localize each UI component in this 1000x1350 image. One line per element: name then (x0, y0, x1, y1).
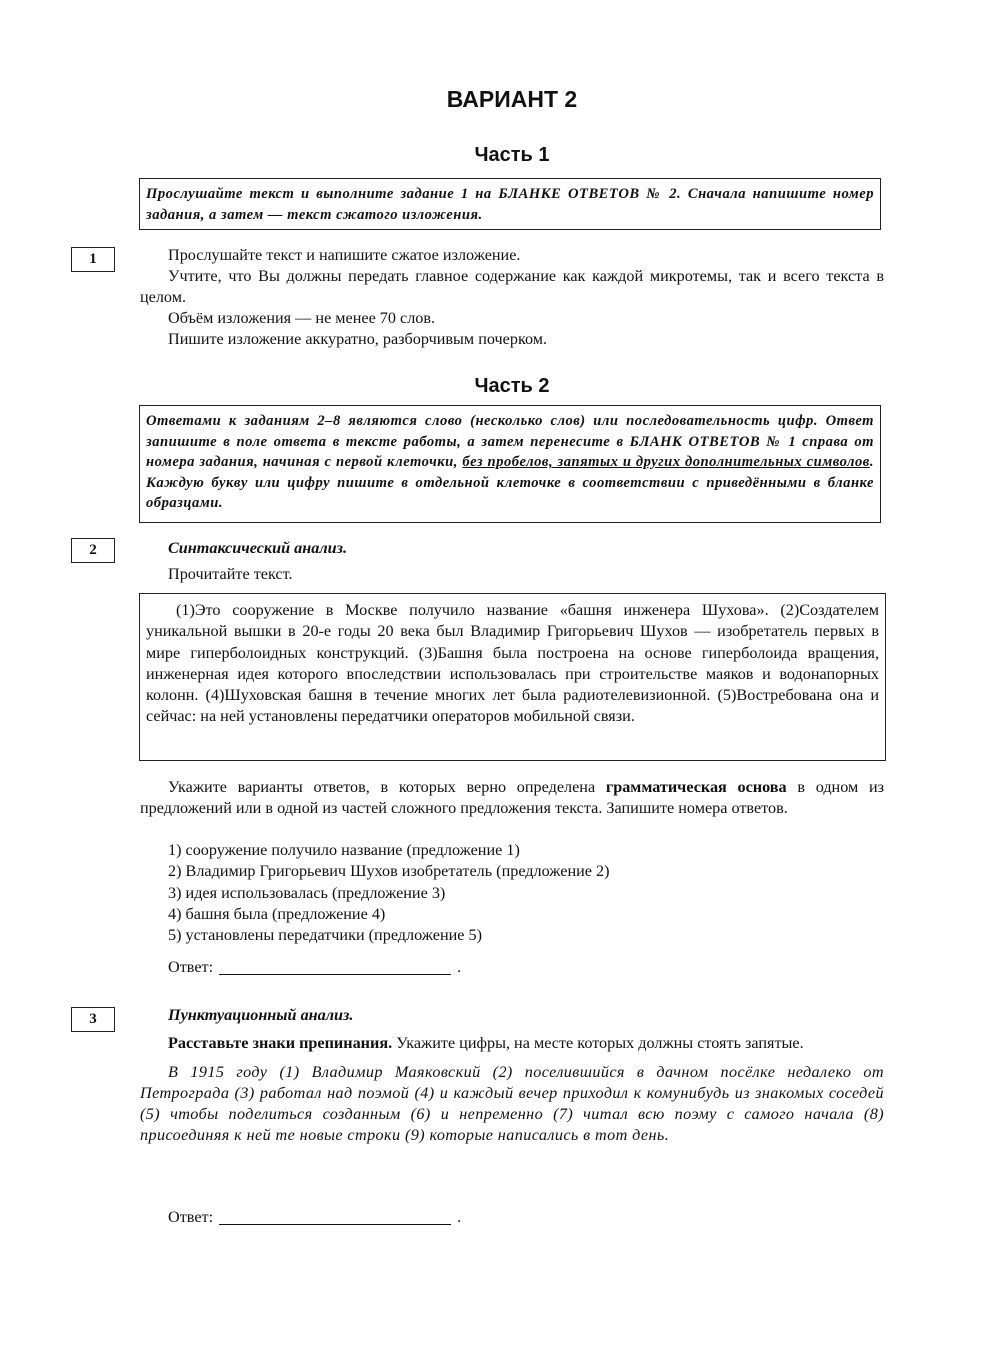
part2-instruction-box (139, 405, 881, 523)
variant-title: ВАРИАНТ 2 (446, 86, 578, 112)
task2-text: (1)Это сооружение в Москве получило название «башня инженера Шухова». (2)Создателем уникальной вышки в 20-е годы 20 века был Владимир Григорьевич Шухов — изобретатель первых в мире гиперболоидных конструкций. (3)Башня была построена на основе гиперболоида вращения, инженерная идея которого впоследствии использовалась при строительстве маяков и водонапорных колонн. (4)Шуховская башня в течение многих лет была радиотелевизионной. (5)Востребована она и сейчас: на ней установлены передатчики операторов мобильной связи. (146, 601, 879, 726)
task3-block (140, 1005, 884, 1146)
part2-instruction-end: . Каждую букву или цифру пишите в отдельной клеточке в соответствии с приведёнными в бланке образцами. (146, 454, 874, 511)
part1-instruction-box (139, 178, 881, 230)
answer-line[interactable] (219, 1224, 451, 1225)
task2-text-box (139, 593, 886, 761)
task2-question (140, 777, 884, 819)
task2-heading: Синтаксический анализ. (168, 539, 348, 557)
answer-label: Ответ: (168, 958, 214, 976)
option-item: 3) идея использовалась (предложение 3) (168, 883, 446, 902)
part2-instruction: Ответами к заданиям 2–8 являются слово (несколько слов) или последовательность цифр. Ответ запишите в поле ответа в тексте работы, а затем перенесите в БЛАНК ОТВЕТОВ № 1 справа от номера задания, начиная с первой клеточки, (146, 413, 874, 470)
answer-line[interactable] (219, 974, 451, 975)
task2-question-b: в одном из предложений или в одной из частей сложного предложения текста. Запишите номера ответов. (140, 778, 884, 817)
task1-line: Прослушайте текст и напишите сжатое изложение. (168, 246, 521, 264)
option-item: 2) Владимир Григорьевич Шухов изобретатель (предложение 2) (168, 862, 610, 881)
task1-number: 1 (71, 247, 115, 272)
part2-heading: Часть 2 (474, 375, 550, 397)
part1-heading: Часть 1 (474, 144, 550, 166)
task2-options (168, 840, 610, 946)
task2-question-a: Укажите варианты ответов, в которых верно определена (168, 778, 606, 796)
part2-instruction-underlined: без пробелов, запятых и других дополнительных символов (462, 454, 870, 470)
task2-answer: Ответ: . (168, 958, 462, 976)
task1-line: Пишите изложение аккуратно, разборчивым почерком. (168, 330, 548, 348)
option-item: 1) сооружение получило название (предложение 1) (168, 841, 520, 859)
task2-question-text (140, 777, 884, 819)
option-item: 4) башня была (предложение 4) (168, 904, 386, 923)
task2-number: 2 (71, 538, 115, 563)
part1-instruction: Прослушайте текст и выполните задание 1 на БЛАНКЕ ОТВЕТОВ № 2. Сначала напишите номер задания, а затем — текст сжатого изложения. (146, 186, 874, 223)
option-item: 5) установлены передатчики (предложение 5) (168, 926, 482, 945)
task2-question-bold: грамматическая основа (605, 778, 787, 796)
task1-line: Учтите, что Вы должны передать главное содержание как каждой микротемы, так и всего текста в целом. (140, 267, 884, 306)
task3-sentence: В 1915 году (1) Владимир Маяковский (2) поселившийся в дачном посёлке недалеко от Петрограда (3) работал над поэмой (4) и каждый вечер приходил к комунибудь из знакомых соседей (5) чтобы поделиться созданным (6) и непременно (7) читал всю поэму с самого начала (8) присоединяя к ней те новые строки (9) которые написались в тот день. (140, 1063, 884, 1144)
task3-instruction-rest: Укажите цифры, на месте которых должны стоять запятые. (392, 1034, 804, 1052)
answer-label: Ответ: (168, 1208, 214, 1226)
task1-text (140, 245, 884, 350)
task2-read: Прочитайте текст. (168, 565, 293, 583)
task3-instruction-bold: Расставьте знаки препинания. (168, 1034, 393, 1052)
task3-heading: Пунктуационный анализ. (168, 1006, 354, 1024)
task3-answer: Ответ: . (168, 1208, 462, 1226)
task3-number: 3 (71, 1007, 115, 1032)
task3-instruction (140, 1033, 884, 1054)
task2-heading-block (140, 538, 884, 585)
task1-line: Объём изложения — не менее 70 слов. (168, 309, 436, 327)
